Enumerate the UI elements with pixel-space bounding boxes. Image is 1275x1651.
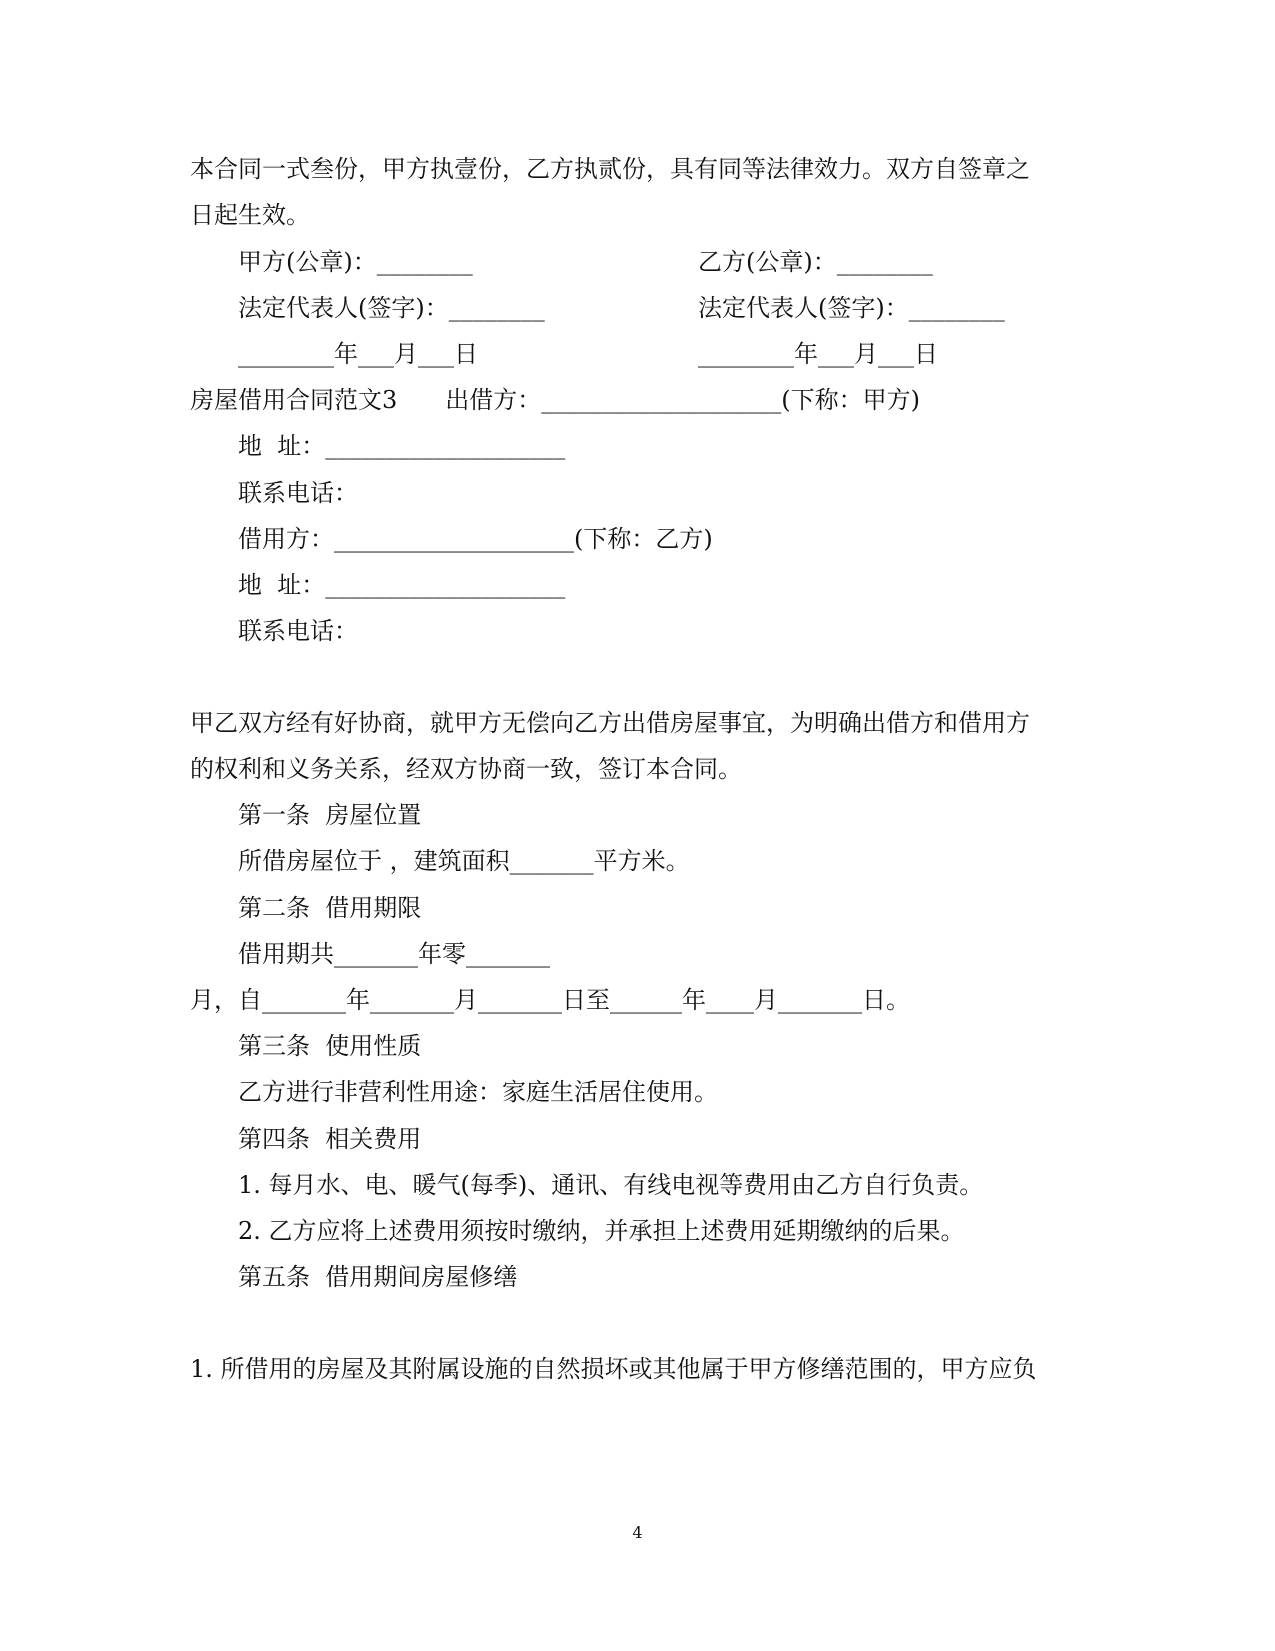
article-title: 第一条 房屋位置 (238, 801, 422, 829)
party-b-rep-line: 法定代表人(签字)：________ (698, 294, 1005, 322)
party-b-seal-line: 乙方(公章)：________ (698, 248, 933, 276)
party-a-rep-line: 法定代表人(签字)：________ (238, 294, 545, 322)
borrower-address: 地 址：____________________ (238, 571, 566, 599)
article-text: 借用期共_______年零_______ (238, 940, 550, 968)
party-a-date-line: ________年___月___日 (238, 340, 478, 368)
article-text: 乙方进行非营利性用途：家庭生活居住使用。 (238, 1078, 718, 1106)
article-title: 第四条 相关费用 (238, 1125, 422, 1153)
party-b-date-line: ________年___月___日 (698, 340, 938, 368)
intro-line: 甲乙双方经有好协商，就甲方无偿向乙方出借房屋事宜，为明确出借方和借用方 (190, 709, 1030, 737)
article-title: 第五条 借用期间房屋修缮 (238, 1263, 518, 1291)
paragraph-line: 本合同一式叁份，甲方执壹份，乙方执贰份，具有同等法律效力。双方自签章之 (190, 155, 1030, 183)
article-title: 第二条 借用期限 (238, 894, 422, 922)
article-item: 1. 每月水、电、暖气(每季)、通讯、有线电视等费用由乙方自行负责。 (238, 1171, 984, 1199)
borrower-line: 借用方：____________________(下称：乙方) (238, 525, 713, 553)
lender-address: 地 址：____________________ (238, 432, 566, 460)
intro-line: 的权利和义务关系，经双方协商一致，签订本合同。 (190, 755, 742, 783)
article-item: 1. 所借用的房屋及其附属设施的自然损坏或其他属于甲方修缮范围的，甲方应负 (190, 1355, 1037, 1383)
article-text: 月，自_______年_______月_______日至______年____月_______日。 (190, 986, 910, 1014)
party-a-seal-line: 甲方(公章)：________ (238, 248, 473, 276)
article-item: 2. 乙方应将上述费用须按时缴纳，并承担上述费用延期缴纳的后果。 (238, 1217, 965, 1245)
lender-phone: 联系电话： (238, 479, 358, 507)
contract-heading-lender: 房屋借用合同范文3 出借方：____________________(下称：甲方) (190, 386, 920, 414)
article-text: 所借房屋位于 ，建筑面积_______平方米。 (238, 847, 690, 875)
paragraph-line: 日起生效。 (190, 201, 310, 229)
page-number: 4 (632, 1523, 643, 1542)
article-title: 第三条 使用性质 (238, 1032, 422, 1060)
borrower-phone: 联系电话： (238, 617, 358, 645)
